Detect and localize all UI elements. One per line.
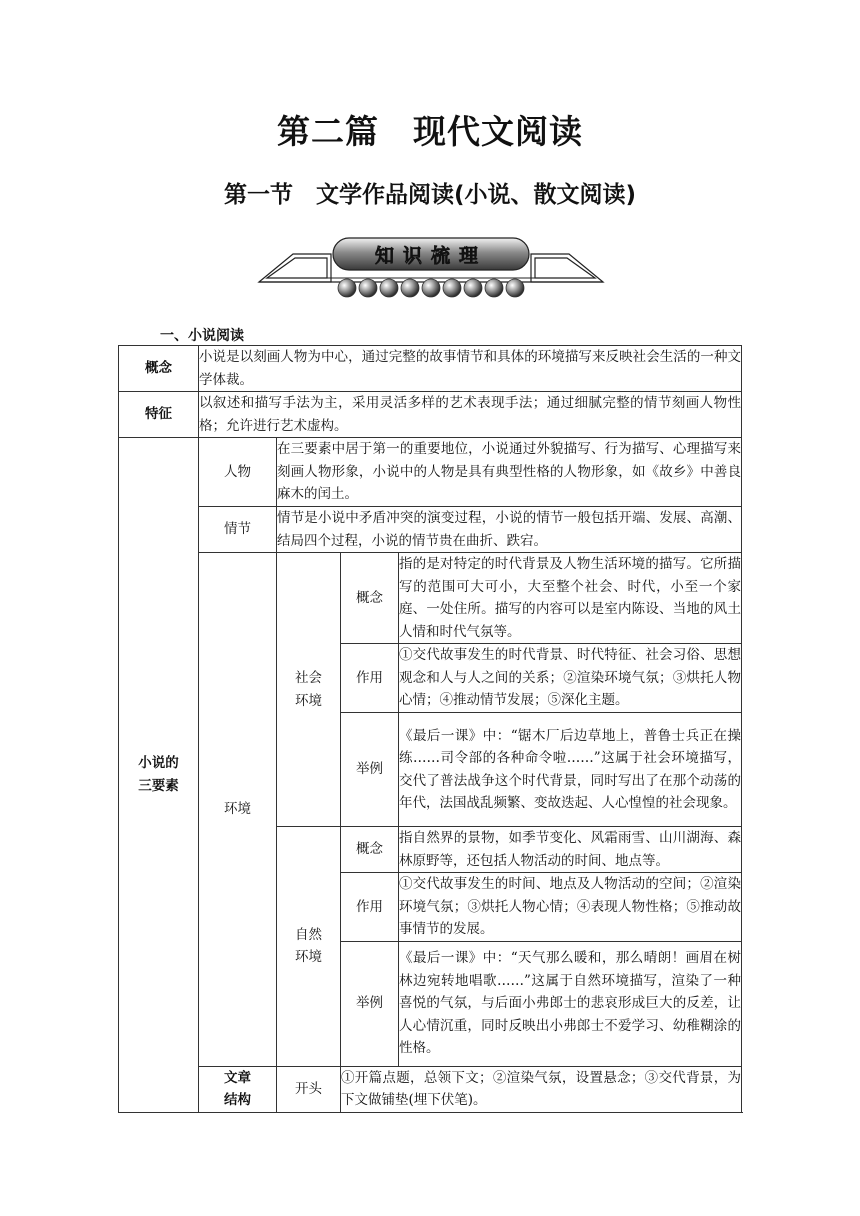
natural-environment-label	[277, 827, 341, 1067]
environment-label: 环境	[199, 553, 277, 1067]
concept-text: 小说是以刻画人物为中心，通过完整的故事情节和具体的环境描写来反映社会生活的一种文学体裁。	[199, 346, 742, 392]
natural-function-text: ①交代故事发生的时间、地点及人物活动的空间；②渲染环境气氛；③烘托人物心情；④表现人物性格；⑤推动故事情节的发展。	[399, 873, 742, 942]
natural-example-text: 《最后一课》中：“天气那么暖和，那么晴朗！画眉在树林边宛转地唱歌……”这属于自然环境描写，渲染了一种喜悦的气氛，与后面小弗郎士的悲哀形成巨大的反差，让人心情沉重，同时反映出小弗郎士不爱学习、幼稚糊涂的性格。	[399, 941, 742, 1066]
table-row-plot	[119, 507, 742, 553]
natural-example-label: 举例	[341, 941, 399, 1066]
table-row-concept	[119, 346, 742, 392]
three-elements-label	[119, 438, 199, 1113]
social-function-text: ①交代故事发生的时代背景、时代特征、社会习俗、思想观念和人与人之间的关系；②渲染环境气氛；③烘托人物心情；④推动情节发展；⑤深化主题。	[399, 644, 742, 713]
three-elements-label-text: 小说的三要素	[138, 755, 179, 794]
social-example-text: 《最后一课》中：“锯木厂后边草地上，普鲁士兵正在操练……司令部的各种命令啦……”这属于社会环境描写，交代了普法战争这个时代背景，同时写出了在那个动荡的年代，法国战乱频繁、变故迭起、人心惶惶的社会现象。	[399, 713, 742, 827]
plot-label: 情节	[199, 507, 277, 553]
knowledge-banner	[253, 232, 609, 302]
table-row-structure-opening	[119, 1066, 742, 1112]
natural-concept-label: 概念	[341, 827, 399, 873]
natural-function-label: 作用	[341, 873, 399, 942]
social-function-label: 作用	[341, 644, 399, 713]
banner-label: 知识梳理	[374, 245, 488, 267]
character-label: 人物	[199, 438, 277, 507]
social-environment-label-text: 社会环境	[295, 670, 322, 709]
structure-label	[199, 1066, 277, 1112]
page-title: 第二篇 现代文阅读	[277, 112, 583, 151]
natural-environment-label-text: 自然环境	[295, 926, 322, 966]
opening-text: ①开篇点题，总领下文；②渲染气氛，设置悬念；③交代背景，为下文做铺垫(埋下伏笔)。	[341, 1066, 742, 1112]
table-row-feature	[119, 392, 742, 438]
social-concept-text: 指的是对特定的时代背景及人物生活环境的描写。它所描写的范围可大可小，大至整个社会、时代，小至一个家庭、一处住所。描写的内容可以是室内陈设、当地的风土人情和时代气氛等。	[399, 553, 742, 644]
novel-reading-table	[118, 345, 742, 1113]
section-heading: 一、小说阅读	[160, 328, 244, 344]
plot-text: 情节是小说中矛盾冲突的演变过程，小说的情节一般包括开端、发展、高潮、结局四个过程，小说的情节贵在曲折、跌宕。	[277, 507, 742, 553]
social-concept-label: 概念	[341, 553, 399, 644]
banner-beads	[338, 279, 524, 297]
table-row-social-concept	[119, 553, 742, 644]
concept-label: 概念	[119, 346, 199, 392]
section-title: 第一节 文学作品阅读(小说、散文阅读)	[223, 182, 637, 208]
opening-label: 开头	[277, 1066, 341, 1112]
feature-label: 特征	[119, 392, 199, 438]
feature-text: 以叙述和描写手法为主，采用灵活多样的艺术表现手法；通过细腻完整的情节刻画人物性格；允许进行艺术虚构。	[199, 392, 742, 438]
structure-label-text: 文章结构	[224, 1069, 251, 1108]
natural-concept-text: 指自然界的景物，如季节变化、风霜雨雪、山川湖海、森林原野等，还包括人物活动的时间、地点等。	[399, 827, 742, 873]
social-environment-label	[277, 553, 341, 827]
table-row-character	[119, 438, 742, 507]
social-example-label: 举例	[341, 713, 399, 827]
character-text: 在三要素中居于第一的重要地位，小说通过外貌描写、行为描写、心理描写来刻画人物形象，小说中的人物是具有典型性格的人物形象，如《故乡》中善良麻木的闰土。	[277, 438, 742, 507]
